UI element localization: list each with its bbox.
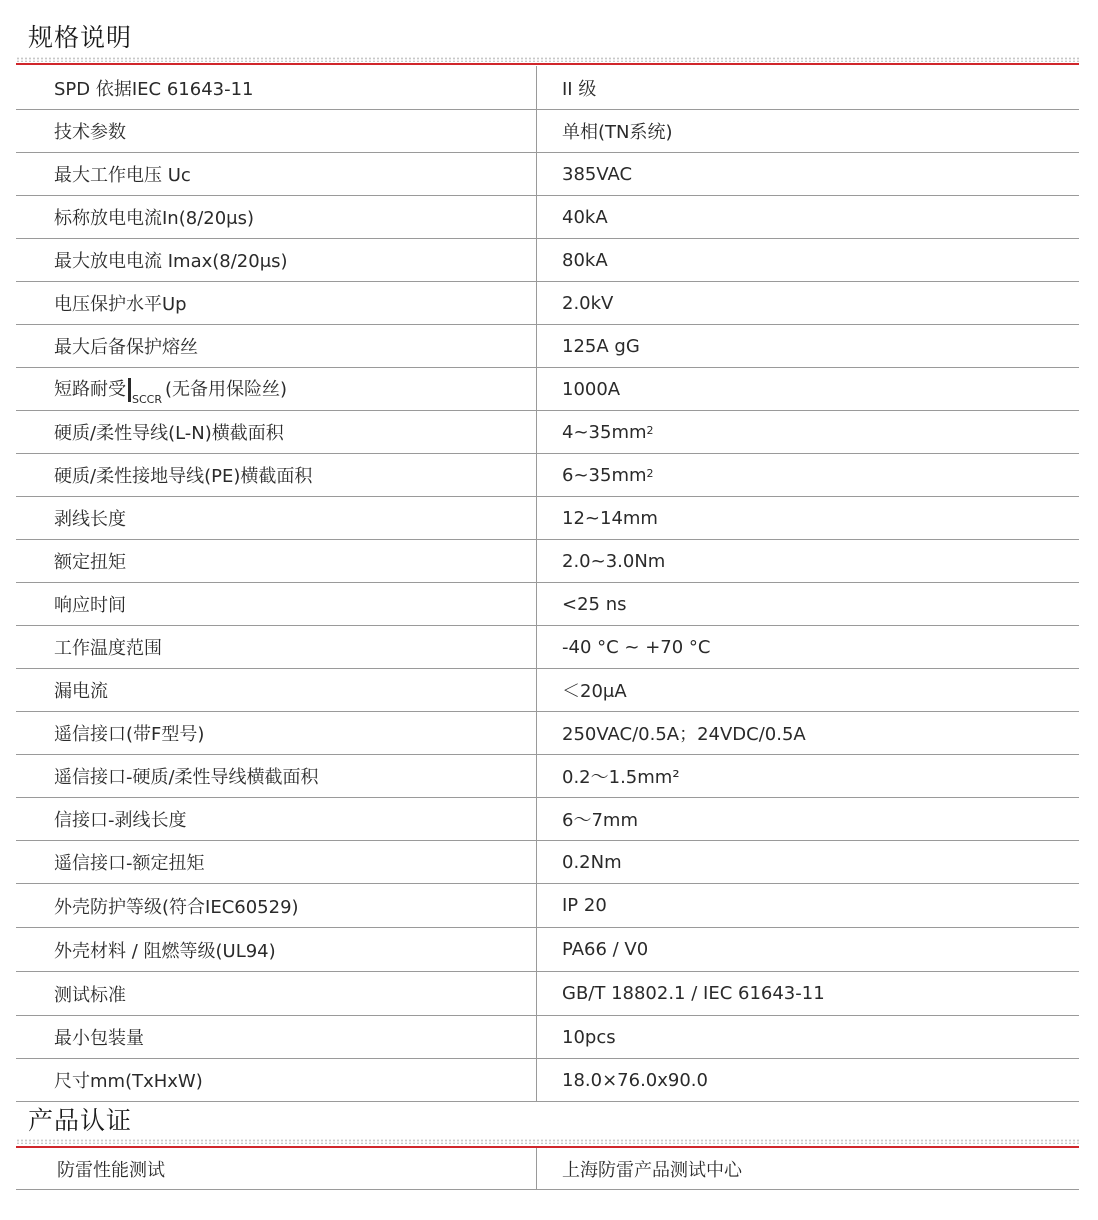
row-label: 硬质/柔性导线(L-N)横截面积 bbox=[54, 423, 284, 444]
row-label: 遥信接口-硬质/柔性导线横截面积 bbox=[54, 767, 319, 788]
table-row bbox=[16, 755, 1079, 798]
row-value: GB/T 18802.1 / IEC 61643-11 bbox=[536, 972, 1079, 1015]
row-label: SPD 依据IEC 61643-11 bbox=[54, 78, 254, 100]
row-label: 外壳材料 / 阻燃等级(UL94) bbox=[54, 940, 276, 962]
row-value-main: 4~35mm bbox=[562, 421, 647, 443]
row-value: 385VAC bbox=[536, 153, 1079, 195]
table-row bbox=[16, 884, 1079, 928]
table-row bbox=[16, 497, 1079, 540]
table-row bbox=[16, 1059, 1079, 1102]
row-value: 单相(TN系统) bbox=[536, 110, 1079, 152]
row-value: 上海防雷产品测试中心 bbox=[536, 1148, 1079, 1189]
row-label: 额定扭矩 bbox=[54, 552, 126, 573]
row-value-superscript: 2 bbox=[646, 466, 654, 480]
row-label: 最大工作电压 Uc bbox=[54, 165, 191, 186]
row-value: 0.2～1.5mm² bbox=[536, 755, 1079, 797]
table-row bbox=[16, 626, 1079, 669]
row-label bbox=[16, 375, 536, 406]
row-label-subscript: SCCR bbox=[132, 392, 162, 406]
table-row bbox=[16, 325, 1079, 368]
row-label: 防雷性能测试 bbox=[57, 1159, 165, 1181]
row-label: 最大放电电流 Imax(8/20μs) bbox=[54, 251, 288, 272]
row-value-main: 6~35mm bbox=[562, 464, 647, 486]
table-row bbox=[16, 712, 1079, 755]
spec-title-red-rule bbox=[16, 63, 1079, 65]
row-label-tail: (无备用保险丝) bbox=[165, 379, 288, 401]
table-row bbox=[16, 540, 1079, 583]
table-row bbox=[16, 798, 1079, 841]
row-label: 信接口-剥线长度 bbox=[54, 810, 187, 831]
row-label-main: 短路耐受 bbox=[54, 379, 126, 401]
row-value: -40 °C ~ +70 °C bbox=[536, 626, 1079, 668]
table-row bbox=[16, 153, 1079, 196]
spec-section-title: 规格说明 bbox=[28, 23, 133, 52]
cert-table bbox=[16, 1148, 1079, 1190]
table-row bbox=[16, 239, 1079, 282]
row-label: 测试标准 bbox=[54, 984, 126, 1006]
table-row bbox=[16, 66, 1079, 110]
table-row bbox=[16, 669, 1079, 712]
table-row bbox=[16, 196, 1079, 239]
row-value: <25 ns bbox=[536, 583, 1079, 625]
row-value: 0.2Nm bbox=[536, 841, 1079, 883]
row-value: 40kA bbox=[536, 196, 1079, 238]
table-row bbox=[16, 972, 1079, 1016]
row-label: 技术参数 bbox=[54, 122, 126, 143]
row-label: 硬质/柔性接地导线(PE)横截面积 bbox=[54, 466, 313, 487]
row-value bbox=[536, 411, 1079, 453]
row-value: 1000A bbox=[536, 368, 1079, 410]
row-value: II 级 bbox=[536, 66, 1079, 109]
row-value: 2.0kV bbox=[536, 282, 1079, 324]
row-label: 标称放电电流In(8/20μs) bbox=[54, 208, 255, 229]
row-label: 遥信接口-额定扭矩 bbox=[54, 853, 205, 874]
table-row bbox=[16, 411, 1079, 454]
table-row bbox=[16, 1148, 1079, 1190]
table-row bbox=[16, 454, 1079, 497]
row-value: 80kA bbox=[536, 239, 1079, 281]
current-symbol-bar bbox=[128, 378, 131, 402]
cert-title-dotted-rule bbox=[16, 1139, 1079, 1144]
row-value: 2.0~3.0Nm bbox=[536, 540, 1079, 582]
row-value: 125A gG bbox=[536, 325, 1079, 367]
row-value: 10pcs bbox=[536, 1016, 1079, 1058]
row-value: IP 20 bbox=[536, 884, 1079, 927]
row-label: 最小包装量 bbox=[54, 1028, 144, 1049]
table-row bbox=[16, 110, 1079, 153]
row-value: 6～7mm bbox=[536, 798, 1079, 840]
table-row bbox=[16, 928, 1079, 972]
spec-title-dotted-rule bbox=[16, 57, 1079, 62]
table-row bbox=[16, 841, 1079, 884]
row-label: 遥信接口(带F型号) bbox=[54, 724, 205, 745]
row-value bbox=[536, 454, 1079, 496]
row-label: 最大后备保护熔丝 bbox=[54, 337, 198, 358]
row-label: 响应时间 bbox=[54, 595, 126, 616]
row-value: 12~14mm bbox=[536, 497, 1079, 539]
table-row bbox=[16, 1016, 1079, 1059]
row-value-superscript: 2 bbox=[646, 423, 654, 437]
row-value: PA66 / V0 bbox=[536, 928, 1079, 971]
row-label: 外壳防护等级(符合IEC60529) bbox=[54, 896, 299, 918]
row-value: 250VAC/0.5A；24VDC/0.5A bbox=[536, 712, 1079, 754]
row-label: 尺寸mm(TxHxW) bbox=[54, 1071, 203, 1092]
table-row bbox=[16, 583, 1079, 626]
row-label: 电压保护水平Up bbox=[54, 294, 187, 315]
row-label: 剥线长度 bbox=[54, 509, 126, 530]
row-value: ＜20μA bbox=[536, 669, 1079, 711]
row-label: 漏电流 bbox=[54, 681, 108, 702]
row-label: 工作温度范围 bbox=[54, 638, 162, 659]
table-row bbox=[16, 368, 1079, 411]
table-row bbox=[16, 282, 1079, 325]
cert-section-title: 产品认证 bbox=[28, 1106, 133, 1135]
spec-table bbox=[16, 66, 1079, 1102]
row-value: 18.0×76.0x90.0 bbox=[536, 1059, 1079, 1101]
